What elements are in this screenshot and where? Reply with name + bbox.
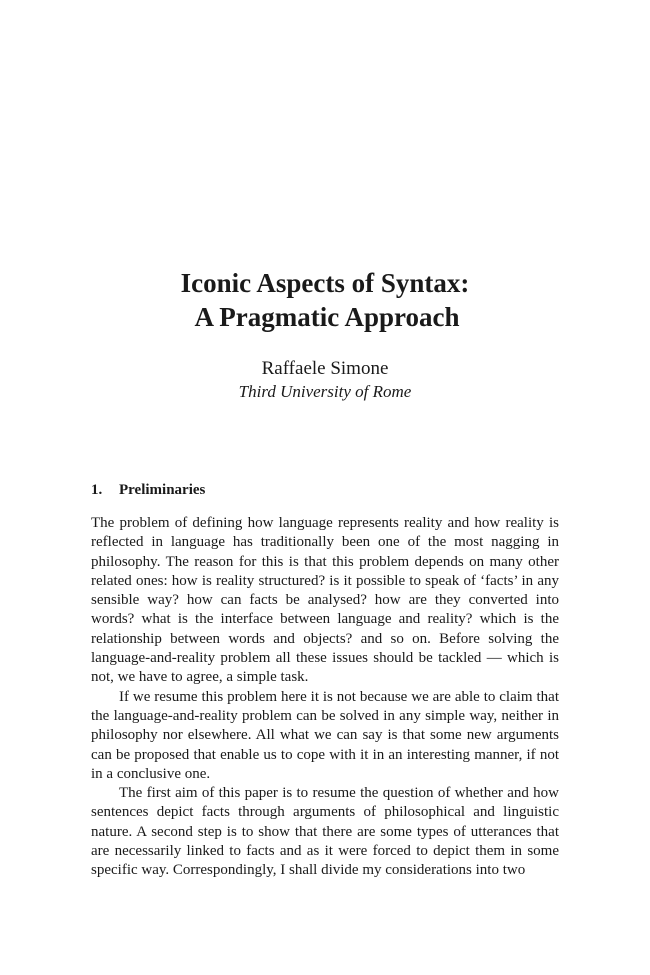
- paper-title: [0, 266, 650, 334]
- section-title: Preliminaries: [119, 482, 206, 498]
- author-affiliation: Third University of Rome: [238, 382, 412, 401]
- title-line-2: A Pragmatic Approach: [194, 302, 460, 332]
- paragraph-3: The first aim of this paper is to resume the question of whether and how sentences depict facts through arguments of philosophical and linguistic nature. A second step is to show that there are some types of utterances that are necessarily linked to facts and as it were forced to depict them in some specific way. Correspondingly, I shall divide my considerations into two: [91, 785, 559, 879]
- section-number: 1.: [91, 482, 103, 498]
- body-text: [91, 514, 559, 881]
- author-name: Raffaele Simone: [261, 358, 389, 379]
- paragraph-2: If we resume this problem here it is not because we are able to claim that the language-and-reality problem can be solved in any simple way, neither in philosophy nor elsewhere. All what we can say is that some new arguments can be proposed that enable us to cope with it in an interesting manner, if not in a conclusive one.: [91, 688, 559, 782]
- title-line-1: Iconic Aspects of Syntax:: [180, 268, 470, 298]
- section-heading: [91, 480, 205, 500]
- paragraph-1: The problem of defining how language represents reality and how reality is reflected in language has traditionally been one of the most nagging in philosophy. The reason for this is that this problem depends on many other related ones: how is reality structured? is it possible to speak of ‘facts’ in any sensible way? how can facts be analysed? how are they converted into words? what is the interface between language and reality? which is the relationship between words and objects? and so on. Before solving the language-and-reality problem all these issues should be tackled — which is not, we have to agree, a simple task.: [91, 515, 559, 686]
